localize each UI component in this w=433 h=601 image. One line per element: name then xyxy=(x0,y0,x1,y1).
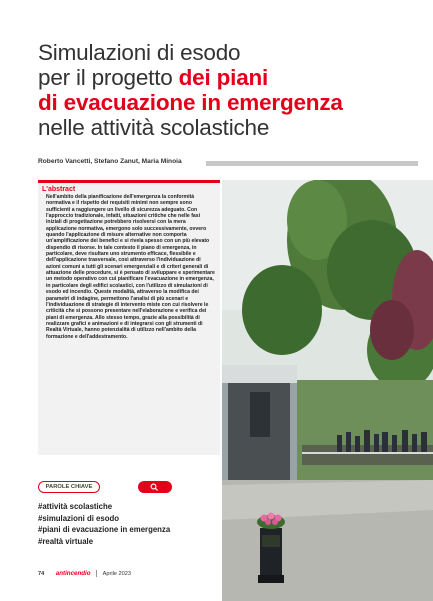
title-line-1: Simulazioni di esodo xyxy=(38,40,241,65)
authors: Roberto Vancetti, Stefano Zanut, Maria Minoia xyxy=(38,158,182,165)
issue-date: Aprile 2023 xyxy=(102,570,131,577)
title-line-4: nelle attività scolastiche xyxy=(38,115,270,140)
authors-row xyxy=(38,158,418,170)
keyword-item[interactable]: #piani di evacuazione in emergenza xyxy=(38,525,171,535)
page-number: 74 xyxy=(38,570,45,577)
keyword-item[interactable]: #simulazioni di esodo xyxy=(38,513,120,523)
search-icon xyxy=(150,483,159,491)
authors-divider xyxy=(206,161,418,166)
keywords-label: PAROLE CHIAVE xyxy=(38,481,100,493)
keyword-item[interactable]: #realtà virtuale xyxy=(38,536,94,546)
abstract-box xyxy=(38,180,220,455)
keyword-item[interactable]: #attività scolastiche xyxy=(38,502,113,511)
magazine-brand: antincendio xyxy=(55,570,91,577)
title-line-2 xyxy=(38,65,418,90)
title-highlight-2: di evacuazione in emergenza xyxy=(38,90,343,115)
article-title xyxy=(38,40,418,140)
school-courtyard-photo xyxy=(222,180,433,601)
keywords-search-button[interactable] xyxy=(138,481,172,493)
abstract-heading: L'abstract xyxy=(42,186,76,193)
footer-separator xyxy=(96,570,97,577)
title-highlight-1: dei piani xyxy=(178,65,269,90)
title-line-2-prefix: per il progetto xyxy=(38,65,179,90)
abstract-text: Nell'ambito della pianificazione dell'emergenza la conformità normativa e il rispetto dei requisiti minimi non sempre sono sufficienti a raggiungere un livello di sicurezza adeguato. Con l'approccio tradizionale, infatti, situazioni critiche che nelle fasi iniziali di progettazione potrebbero risolversi con la mera applicazione normativa, emergono solo successivamente, ovvero quando l'applicazione di misure alternative non comporta un'amplificazione dei benefici e si rivela spesso con un più elevato dispendio di risorse. In tale contesto il piano di emergenza, in particolare, deve risultare uno strumento efficace, flessibile e dell'applicazione trasversale, così attraverso l'individuazione di azioni comuni a tutti gli scenari emergenziali e di criteri generali di attuazione delle procedure, si è pensato di sviluppare e sperimentare un metodo operativo con cui pianificare l'evacuazione in emergenza, in particolare degli edifici scolastici, con l'utilizzo di simulazioni di esodo ed incendio. Queste modalità, attraverso la modifica dei parametri di indagine, permettono l'analisi di più scenari e l'individuazione di strategie di intervento miste con cui risolvere le criticità che si possono presentare nell'elaborazione e verifica dei piani di emergenza. Allo stesso tempo, grazie alla possibilità di realizzare grafici e animazioni e di integrarsi con gli strumenti di Realtà Virtuale, hanno potenzialità di utilizzo nell'ambito della formazione e dell'addestramento. xyxy=(46,194,215,340)
page-footer xyxy=(38,570,131,580)
keywords-list xyxy=(38,501,170,547)
